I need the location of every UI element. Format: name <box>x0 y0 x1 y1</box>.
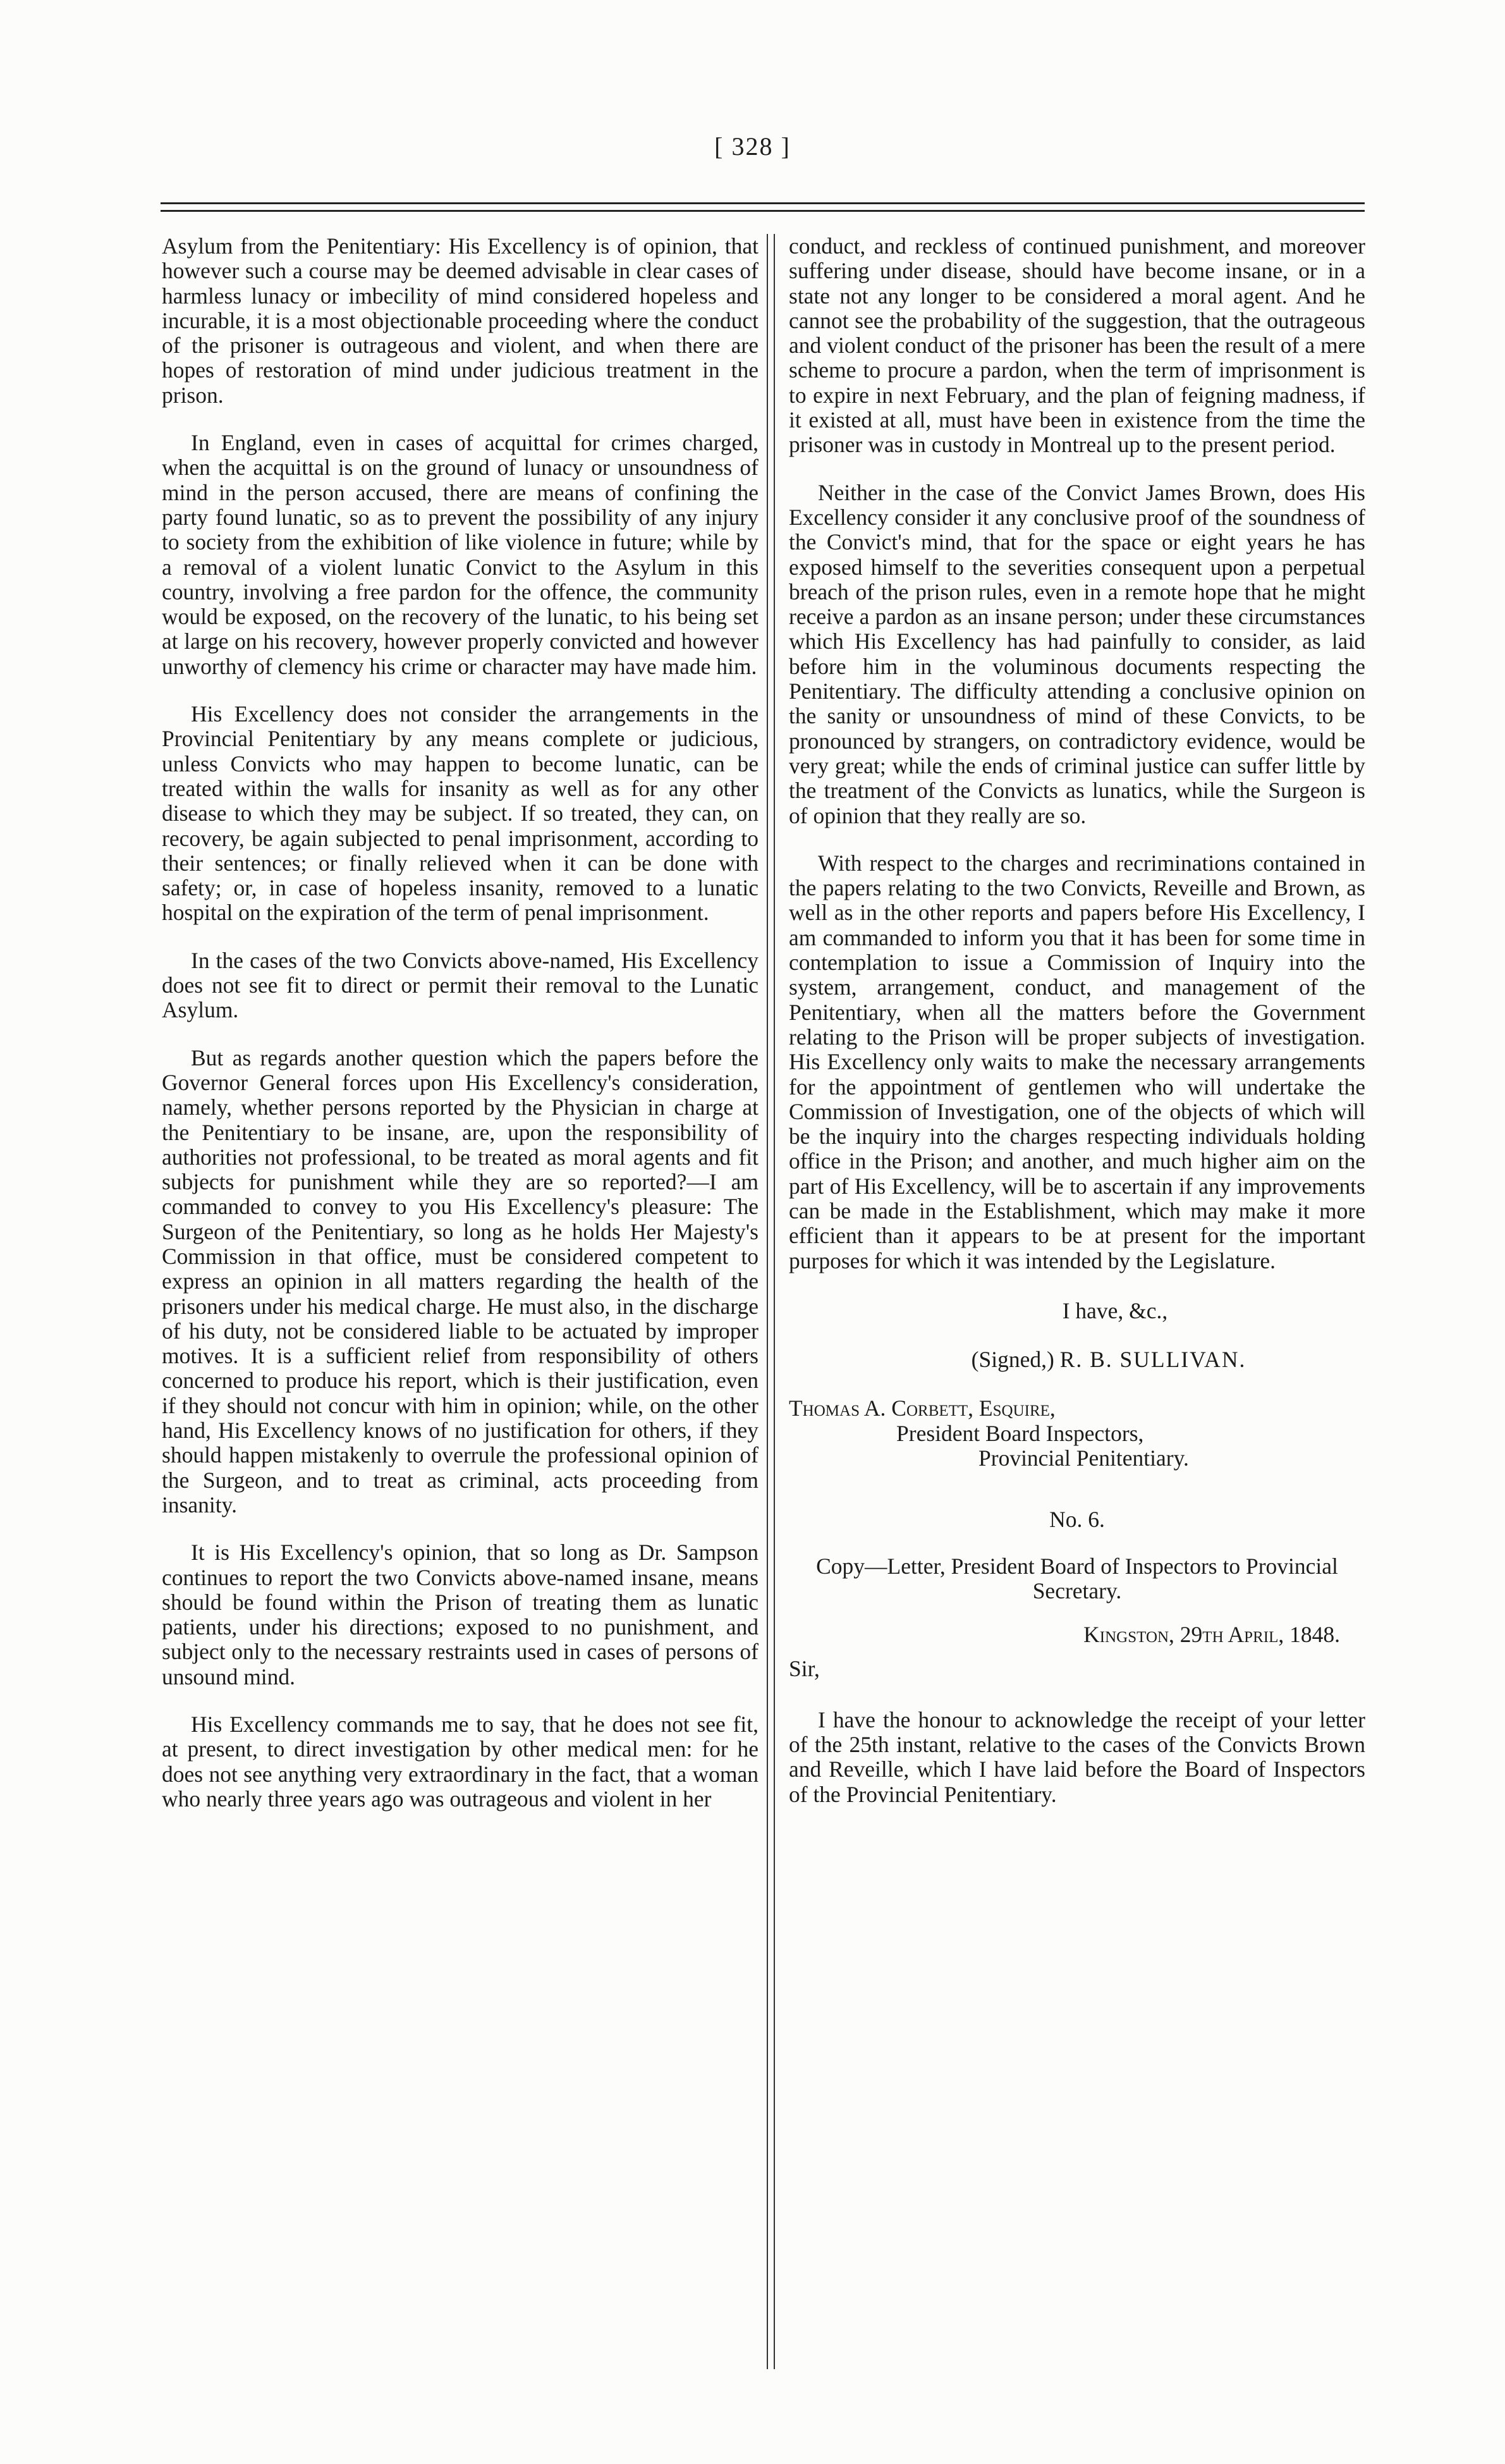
right-column <box>789 234 1365 2369</box>
signed-label: (Signed,) <box>971 1347 1054 1373</box>
paragraph: But as regards another question which the papers before the Governor General forces upon His Excellency's consideration, namely, whether persons reported by the Physician in charge at the Penitentiary to be insane, are, upon the responsibility of authorities not professional, to be treated as moral agents and fit subjects for punishment while they are so reported?—I am commanded to convey to you His Excellency's pleasure: The Surgeon of the Penitentiary, so long as he holds Her Majesty's Commission in that office, must be considered competent to express an opinion in all matters regarding the health of the prisoners under his medical charge. He must also, in the discharge of his duty, not be considered liable to be actuated by improper motives. It is a sufficient relief from responsibility of others concerned to produce his report, which is their justification, even if they should not concur with him in opinion; while, on the other hand, His Excellency knows of no justification for others, if they should happen mistakenly to overrule the professional opinion of the Surgeon, and to treat as criminal, acts proceeding from insanity. <box>162 1045 759 1517</box>
header-rule-top <box>161 202 1365 204</box>
paragraph: In the cases of the two Convicts above-named, His Excellency does not see fit to direct or permit their removal to the Lunatic Asylum. <box>162 947 759 1023</box>
page-number: [ 328 ] <box>714 132 791 161</box>
paragraph: I have the honour to acknowledge the receipt of your letter of the 25th instant, relative to the cases of the Convicts Brown and Reveille, which I have laid before the Board of Inspectors of the Provincial Penitentiary. <box>789 1707 1365 1807</box>
signature-block <box>789 1299 1365 1373</box>
signature-line <box>789 1347 1365 1372</box>
paragraph: His Excellency commands me to say, that he does not see fit, at present, to direct investigation by other medical men: for he does not see anything very extraordinary in the fact, that a woman who nearly three years ago was outrageous and violent in her <box>162 1712 759 1811</box>
closing: I have, &c., <box>1062 1297 1168 1323</box>
paragraph: It is His Excellency's opinion, that so long as Dr. Sampson continues to report the two Convicts above-named insane, means should be found within the Prison of treating them as lunatic patients, under his directions; exposed to no punishment, and subject only to the necessary restraints used in cases of persons of unsound mind. <box>162 1540 759 1689</box>
addressee-name: Thomas A. Corbett, Esquire, <box>789 1395 1056 1421</box>
addressee <box>789 1396 1365 1471</box>
paragraph: conduct, and reckless of continued punishment, and moreover suffering under disease, should have become insane, or in a state not any longer to be considered a moral agent. And he cannot see the probability of the suggestion, that the outrageous and violent conduct of the prisoner has been the result of a mere scheme to procure a pardon, when the term of imprisonment is to expire in next February, and the plan of feigning madness, if it existed at all, must have been in existence from the time the prisoner was in custody in Montreal up to the present period. <box>789 233 1365 458</box>
paragraph: With respect to the charges and recriminations contained in the papers relating to the two Convicts, Reveille and Brown, as well as in the other reports and papers before His Excellency, I am commanded to inform you that it has been for some time in contemplation to issue a Commission of Inquiry into the system, arrangement, conduct, and management of the Penitentiary, when all the matters before the Government relating to the Prison will be proper subjects of investigation. His Excellency only waits to make the necessary arrangements for the appointment of gentlemen who will undertake the Commission of Investigation, one of the objects of which will be the inquiry into the charges respecting individuals holding office in the Prison; and another, and much higher aim on the part of His Excellency, will be to ascertain if any improvements can be made in the Establishment, which may make it more efficient than it appears to be at present for the important purposes for which it was intended by the Legislature. <box>789 850 1365 1273</box>
dateline: Kingston, 29th April, 1848. <box>1083 1622 1340 1648</box>
addressee-institution: Provincial Penitentiary. <box>978 1445 1189 1471</box>
paragraph: In England, even in cases of acquittal for crimes charged, when the acquittal is on the ground of lunacy or unsoundness of mind in the person accused, there are means of confining the party found lunatic, so as to prevent the possibility of any injury to society from the exhibition of like violence in future; while by a removal of a violent lunatic Convict to the Asylum in this country, involving a free pardon for the offence, the community would be exposed, on the recovery of the lunatic, to his being set at large on his recovery, however properly convicted and however unworthy of clemency his crime or character may have made him. <box>162 430 759 679</box>
salutation: Sir, <box>789 1655 820 1681</box>
signer-name: R. B. SULLIVAN. <box>1059 1347 1246 1373</box>
document-heading: Copy—Letter, President Board of Inspectors to Provincial Secretary. <box>816 1553 1338 1603</box>
header-rule-bottom <box>161 210 1365 212</box>
document-number: No. 6. <box>1049 1507 1105 1533</box>
paragraph: His Excellency does not consider the arrangements in the Provincial Penitentiary by any means complete or judicious, unless Convicts who may happen to become lunatic, can be treated within the walls for insanity as well as for any other disease to which they may be subject. If so treated, they can, on recovery, be again subjected to penal imprisonment, according to their sentences; or finally relieved when it can be done with safety; or, in case of hopeless insanity, removed to a lunatic hospital on the expiration of the term of penal imprisonment. <box>162 701 759 926</box>
paragraph: Neither in the case of the Convict James Brown, does His Excellency consider it any conclusive proof of the soundness of the Convict's mind, that for the space or eight years he has exposed himself to the severities consequent upon a perpetual breach of the prison rules, even in a remote hope that he might receive a pardon as an insane person; under these circumstances which His Excellency has had painfully to consider, as laid before him in the voluminous documents respecting the Penitentiary. The difficulty attending a conclusive opinion on the sanity or unsoundness of mind of these Convicts, to be pronounced by strangers, on contradictory evidence, would be very great; while the ends of criminal justice can suffer little by the treatment of the Convicts as lunatics, while the Surgeon is of opinion that they really are so. <box>789 479 1365 828</box>
paragraph: Asylum from the Penitentiary: His Excellency is of opinion, that however such a course may be deemed advisable in clear cases of harmless lunacy or imbecility of mind considered hopeless and incurable, it is a most objectionable proceeding where the conduct of the prisoner is outrageous and violent, and when there are hopes of restoration of mind under judicious treatment in the prison. <box>162 233 759 408</box>
left-column <box>162 234 759 2369</box>
column-divider <box>767 234 768 2369</box>
addressee-title: President Board Inspectors, <box>896 1420 1144 1446</box>
column-divider <box>774 234 775 2369</box>
